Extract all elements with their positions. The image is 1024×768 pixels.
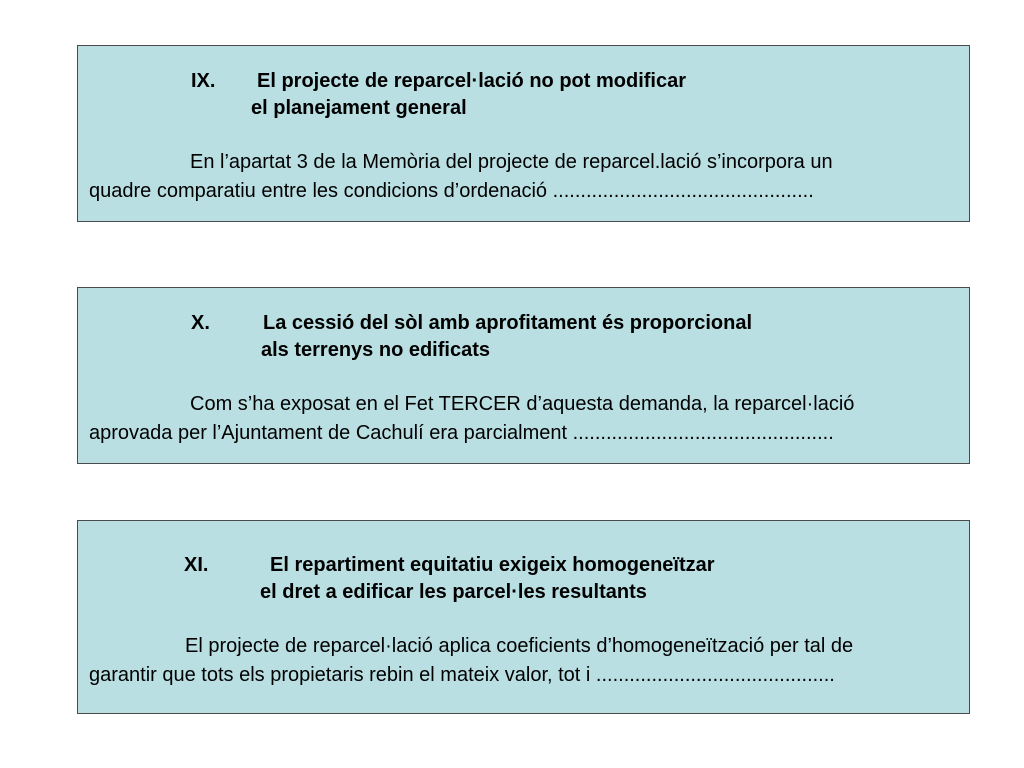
section-title-line2: el dret a edificar les parcel·les resultants	[260, 581, 647, 603]
section-heading	[184, 552, 715, 578]
section-heading	[191, 310, 752, 336]
section-card-xi	[77, 520, 970, 714]
section-title-line2: el planejament general	[251, 97, 467, 119]
section-number: IX.	[191, 70, 216, 92]
section-body-line2: garantir que tots els propietaris rebin el mateix valor, tot i ...........................................	[89, 664, 835, 686]
section-body-line2: aprovada per l’Ajuntament de Cachulí era parcialment ...............................................	[89, 422, 834, 444]
section-number: X.	[191, 312, 210, 334]
section-title-line2: als terrenys no edificats	[261, 339, 490, 361]
section-number: XI.	[184, 554, 209, 576]
section-title-line1: La cessió del sòl amb aprofitament és proporcional	[263, 312, 753, 334]
section-body-line2: quadre comparatiu entre les condicions d’ordenació ...............................................	[89, 180, 814, 202]
section-title-line1: El repartiment equitatiu exigeix homogeneïtzar	[270, 554, 715, 576]
section-body-line1: Com s’ha exposat en el Fet TERCER d’aquesta demanda, la reparcel·lació	[190, 393, 855, 415]
section-body-line1: El projecte de reparcel·lació aplica coeficients d’homogeneïtzació per tal de	[185, 635, 854, 657]
section-title-line1: El projecte de reparcel·lació no pot modificar	[257, 70, 686, 92]
section-body-line1: En l’apartat 3 de la Memòria del projecte de reparcel.lació s’incorpora un	[190, 151, 833, 173]
section-heading	[191, 68, 686, 94]
section-card-x	[77, 287, 970, 464]
section-card-ix	[77, 45, 970, 222]
